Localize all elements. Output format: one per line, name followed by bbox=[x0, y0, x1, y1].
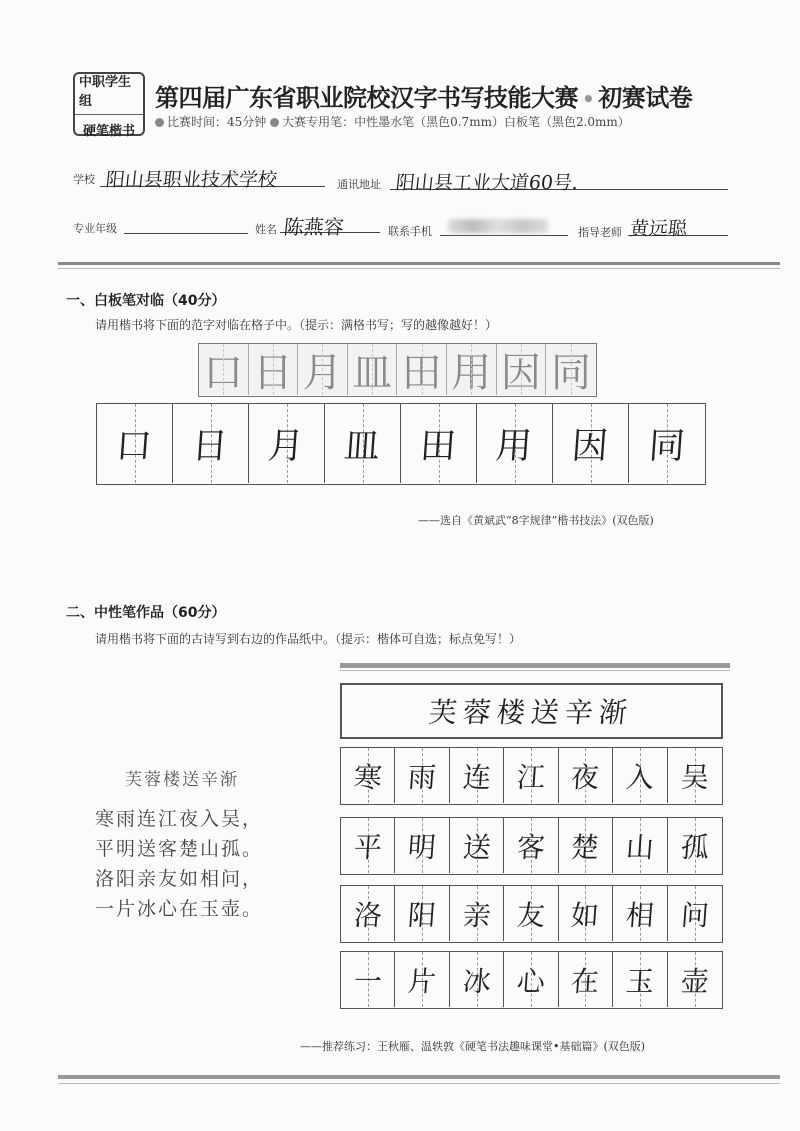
address-field[interactable] bbox=[390, 168, 728, 194]
written-char: 送 bbox=[461, 830, 492, 864]
written-char: 心 bbox=[515, 964, 547, 998]
writing-cell[interactable] bbox=[249, 404, 325, 483]
writing-cell[interactable] bbox=[504, 748, 558, 803]
badge-style-label: 硬笔楷书 bbox=[82, 124, 135, 139]
school-value: 阳山县职业技术学校 bbox=[104, 169, 279, 191]
written-char: 吴 bbox=[679, 760, 710, 794]
written-char: 口 bbox=[114, 426, 154, 467]
name-field[interactable] bbox=[280, 211, 380, 239]
writing-cell[interactable] bbox=[395, 818, 449, 873]
writing-cell[interactable] bbox=[395, 748, 449, 803]
poem-source bbox=[95, 765, 263, 924]
artwork-row bbox=[340, 817, 723, 875]
writing-cell[interactable] bbox=[477, 404, 553, 483]
bullet-icon bbox=[270, 118, 279, 127]
written-char: 日 bbox=[190, 426, 230, 467]
artwork-row bbox=[340, 747, 723, 805]
teacher-field[interactable] bbox=[628, 214, 728, 240]
pen-info: 大赛专用笔：中性墨水笔（黑色0.7mm）白板笔（黑色2.0mm） bbox=[282, 115, 630, 129]
grade-field[interactable] bbox=[124, 212, 248, 234]
poem-line: 平明送客楚山孤。 bbox=[95, 838, 264, 860]
writing-cell[interactable] bbox=[613, 818, 667, 873]
writing-cell[interactable] bbox=[504, 886, 558, 941]
writing-cell[interactable] bbox=[613, 886, 667, 941]
written-char: 平 bbox=[352, 830, 383, 864]
writing-cell[interactable] bbox=[668, 886, 722, 941]
poem-title: 芙蓉楼送辛渐 bbox=[125, 770, 239, 790]
name-label: 姓名 bbox=[255, 223, 277, 236]
writing-cell[interactable] bbox=[341, 886, 395, 941]
writing-cell[interactable] bbox=[450, 886, 504, 941]
grade-label: 专业年级 bbox=[73, 222, 117, 235]
writing-cell[interactable] bbox=[450, 818, 504, 873]
teacher-value: 黄远聪 bbox=[628, 218, 689, 240]
written-char: 皿 bbox=[342, 426, 382, 467]
address-value: 阳山县工业大道60号. bbox=[394, 172, 580, 194]
teacher-label: 指导老师 bbox=[578, 226, 622, 239]
practice-grid bbox=[96, 403, 706, 485]
phone-label: 联系手机 bbox=[388, 225, 432, 238]
written-char: 同 bbox=[647, 426, 687, 467]
address-label: 通讯地址 bbox=[337, 178, 381, 191]
written-char: 壶 bbox=[679, 964, 710, 998]
section1-title: 一、白板笔对临（40分） bbox=[66, 293, 226, 309]
written-char: 孤 bbox=[679, 830, 710, 864]
written-char: 相 bbox=[624, 898, 655, 932]
exam-rules bbox=[155, 113, 630, 130]
writing-cell[interactable] bbox=[325, 404, 401, 483]
school-label: 学校 bbox=[73, 173, 95, 186]
writing-cell[interactable] bbox=[668, 952, 722, 1007]
written-char: 亲 bbox=[461, 898, 492, 932]
phone-field[interactable] bbox=[440, 214, 568, 236]
writing-cell[interactable] bbox=[559, 886, 613, 941]
writing-cell[interactable] bbox=[97, 404, 173, 483]
model-char: 因 bbox=[497, 344, 547, 395]
poem-line: 寒雨连江夜入吴， bbox=[95, 808, 264, 830]
written-char: 连 bbox=[461, 760, 492, 794]
model-char: 田 bbox=[397, 344, 447, 395]
writing-cell[interactable] bbox=[341, 748, 395, 803]
artwork-title-box[interactable] bbox=[340, 683, 723, 739]
written-char: 雨 bbox=[406, 760, 438, 794]
exam-title-stage: 初赛试卷 bbox=[598, 84, 693, 112]
writing-cell[interactable] bbox=[341, 818, 395, 873]
divider bbox=[58, 1075, 780, 1079]
writing-cell[interactable] bbox=[668, 748, 722, 803]
model-char: 皿 bbox=[348, 344, 398, 395]
school-field[interactable] bbox=[100, 165, 325, 191]
divider bbox=[58, 1083, 780, 1084]
written-char: 入 bbox=[624, 760, 655, 794]
writing-cell[interactable] bbox=[173, 404, 249, 483]
model-char: 用 bbox=[447, 344, 497, 395]
section2-title: 二、中性笔作品（60分） bbox=[66, 605, 226, 621]
badge-group-label: 中职学生组 bbox=[75, 69, 143, 115]
section1-credit: ——选自《黄斌武“8字规律”楷书技法》(双色版) bbox=[418, 514, 654, 527]
section2-credit: ——推荐练习：王秋雁、温轶敦《硬笔书法趣味课堂•基础篇》(双色版) bbox=[300, 1040, 646, 1053]
written-char: 用 bbox=[494, 426, 534, 467]
writing-cell[interactable] bbox=[629, 404, 705, 483]
writing-cell[interactable] bbox=[613, 748, 667, 803]
phone-redacted bbox=[448, 219, 548, 233]
artwork-row bbox=[340, 885, 723, 943]
model-char: 口 bbox=[199, 344, 249, 395]
written-char: 寒 bbox=[352, 760, 383, 794]
writing-cell[interactable] bbox=[401, 404, 477, 483]
model-characters bbox=[198, 343, 597, 397]
exam-title bbox=[155, 78, 692, 113]
writing-cell[interactable] bbox=[668, 818, 722, 873]
exam-title-main: 第四届广东省职业院校汉字书写技能大赛 bbox=[155, 84, 578, 112]
paper-border bbox=[340, 663, 730, 668]
writing-cell[interactable] bbox=[341, 952, 395, 1007]
written-char: 片 bbox=[406, 964, 438, 998]
writing-cell[interactable] bbox=[559, 748, 613, 803]
written-title: 芙蓉楼送辛渐 bbox=[427, 696, 636, 729]
written-char: 问 bbox=[679, 898, 710, 932]
name-value: 陈燕容 bbox=[282, 215, 346, 239]
written-char: 山 bbox=[624, 830, 655, 864]
written-char: 因 bbox=[570, 426, 610, 467]
category-badge bbox=[73, 72, 145, 139]
written-char: 明 bbox=[406, 830, 438, 864]
written-char: 客 bbox=[515, 830, 547, 864]
writing-cell[interactable] bbox=[450, 748, 504, 803]
written-char: 夜 bbox=[570, 760, 601, 794]
written-char: 楚 bbox=[570, 830, 601, 864]
poem-line: 一片冰心在玉壶。 bbox=[95, 898, 264, 920]
writing-cell[interactable] bbox=[504, 818, 558, 873]
section1-instruction: 请用楷书将下面的范字对临在格子中。（提示：满格书写；写的越像越好！） bbox=[95, 318, 498, 332]
written-char: 一 bbox=[352, 964, 383, 998]
written-char: 阳 bbox=[406, 898, 438, 932]
writing-cell[interactable] bbox=[559, 952, 613, 1007]
written-char: 洛 bbox=[352, 898, 383, 932]
divider bbox=[58, 268, 780, 269]
written-char: 在 bbox=[570, 964, 601, 998]
writing-cell[interactable] bbox=[395, 952, 449, 1007]
written-char: 冰 bbox=[461, 964, 492, 998]
poem-line: 洛阳亲友如相问， bbox=[95, 868, 264, 890]
written-char: 江 bbox=[515, 760, 547, 794]
paper-border bbox=[340, 670, 730, 671]
written-char: 田 bbox=[418, 426, 458, 467]
written-char: 如 bbox=[570, 898, 601, 932]
bullet-icon bbox=[155, 118, 164, 127]
writing-cell[interactable] bbox=[559, 818, 613, 873]
model-char: 日 bbox=[249, 344, 299, 395]
section2-instruction: 请用楷书将下面的古诗写到右边的作品纸中。（提示：楷体可自选；标点免写！） bbox=[95, 632, 522, 646]
writing-cell[interactable] bbox=[450, 952, 504, 1007]
model-char: 月 bbox=[298, 344, 348, 395]
artwork-row bbox=[340, 951, 723, 1009]
written-char: 月 bbox=[266, 426, 306, 467]
time-info: 比赛时间：45分钟 bbox=[167, 115, 267, 129]
model-char: 同 bbox=[546, 344, 596, 395]
written-char: 友 bbox=[515, 898, 547, 932]
writing-cell[interactable] bbox=[504, 952, 558, 1007]
writing-cell[interactable] bbox=[553, 404, 629, 483]
written-char: 玉 bbox=[624, 964, 655, 998]
divider bbox=[58, 262, 780, 265]
writing-cell[interactable] bbox=[395, 886, 449, 941]
writing-cell[interactable] bbox=[613, 952, 667, 1007]
title-separator: • bbox=[582, 87, 595, 111]
